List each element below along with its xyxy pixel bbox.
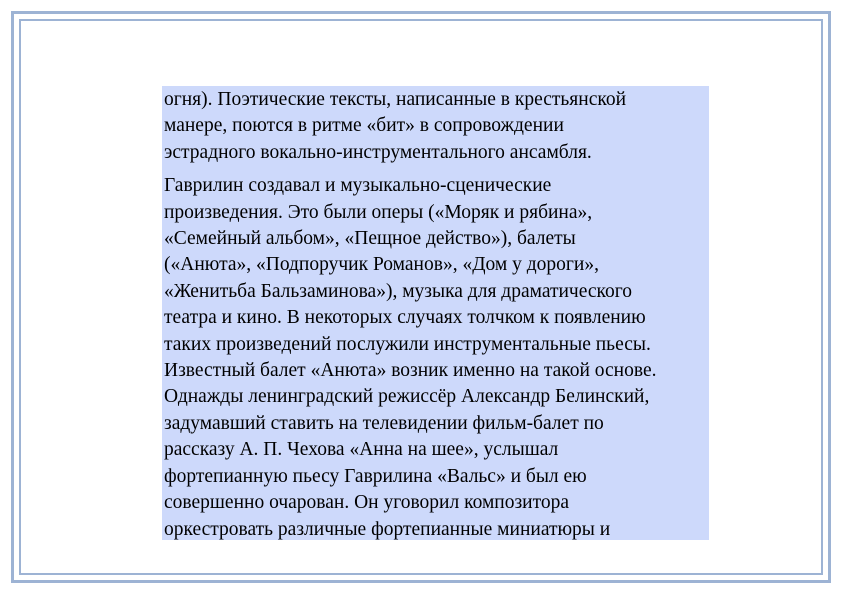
text-line: таких произведений послужили инструментальные пьесы. xyxy=(164,333,651,355)
text-line: «Женитьба Бальзаминова»), музыка для драматического xyxy=(164,280,633,302)
paragraph-2 xyxy=(164,173,707,540)
text-line: рассказу А. П. Чехова «Анна на шее», услышал xyxy=(164,439,559,461)
text-line: театра и кино. В некоторых случаях толчком к появлению xyxy=(164,307,646,329)
text-box xyxy=(162,86,709,540)
text-line: огня). Поэтические тексты, написанные в крестьянской xyxy=(164,89,627,110)
text-line: Однажды ленинградский режиссёр Александр Белинский, xyxy=(164,386,650,408)
paragraph-1 xyxy=(164,87,707,166)
text-line: Гаврилин создавал и музыкально-сценические xyxy=(164,175,552,197)
text-line: эстрадного вокально-инструментального ансамбля. xyxy=(164,141,592,163)
text-line: фортепианную пьесу Гаврилина «Вальс» и был ею xyxy=(164,465,587,487)
text-line: оркестровать различные фортепианные миниатюры и xyxy=(164,518,611,540)
text-line: задумавший ставить на телевидении фильм-балет по xyxy=(164,412,604,434)
text-line: Известный балет «Анюта» возник именно на такой основе. xyxy=(164,360,657,382)
text-line: («Анюта», «Подпоручик Романов», «Дом у дороги», xyxy=(164,254,599,276)
text-line: «Семейный альбом», «Пещное действо»), балеты xyxy=(164,228,576,250)
text-line: произведения. Это были оперы («Моряк и рябина», xyxy=(164,201,593,223)
text-line: совершенно очарован. Он уговорил композитора xyxy=(164,492,570,514)
text-line: манере, поются в ритме «бит» в сопровождении xyxy=(164,115,564,137)
